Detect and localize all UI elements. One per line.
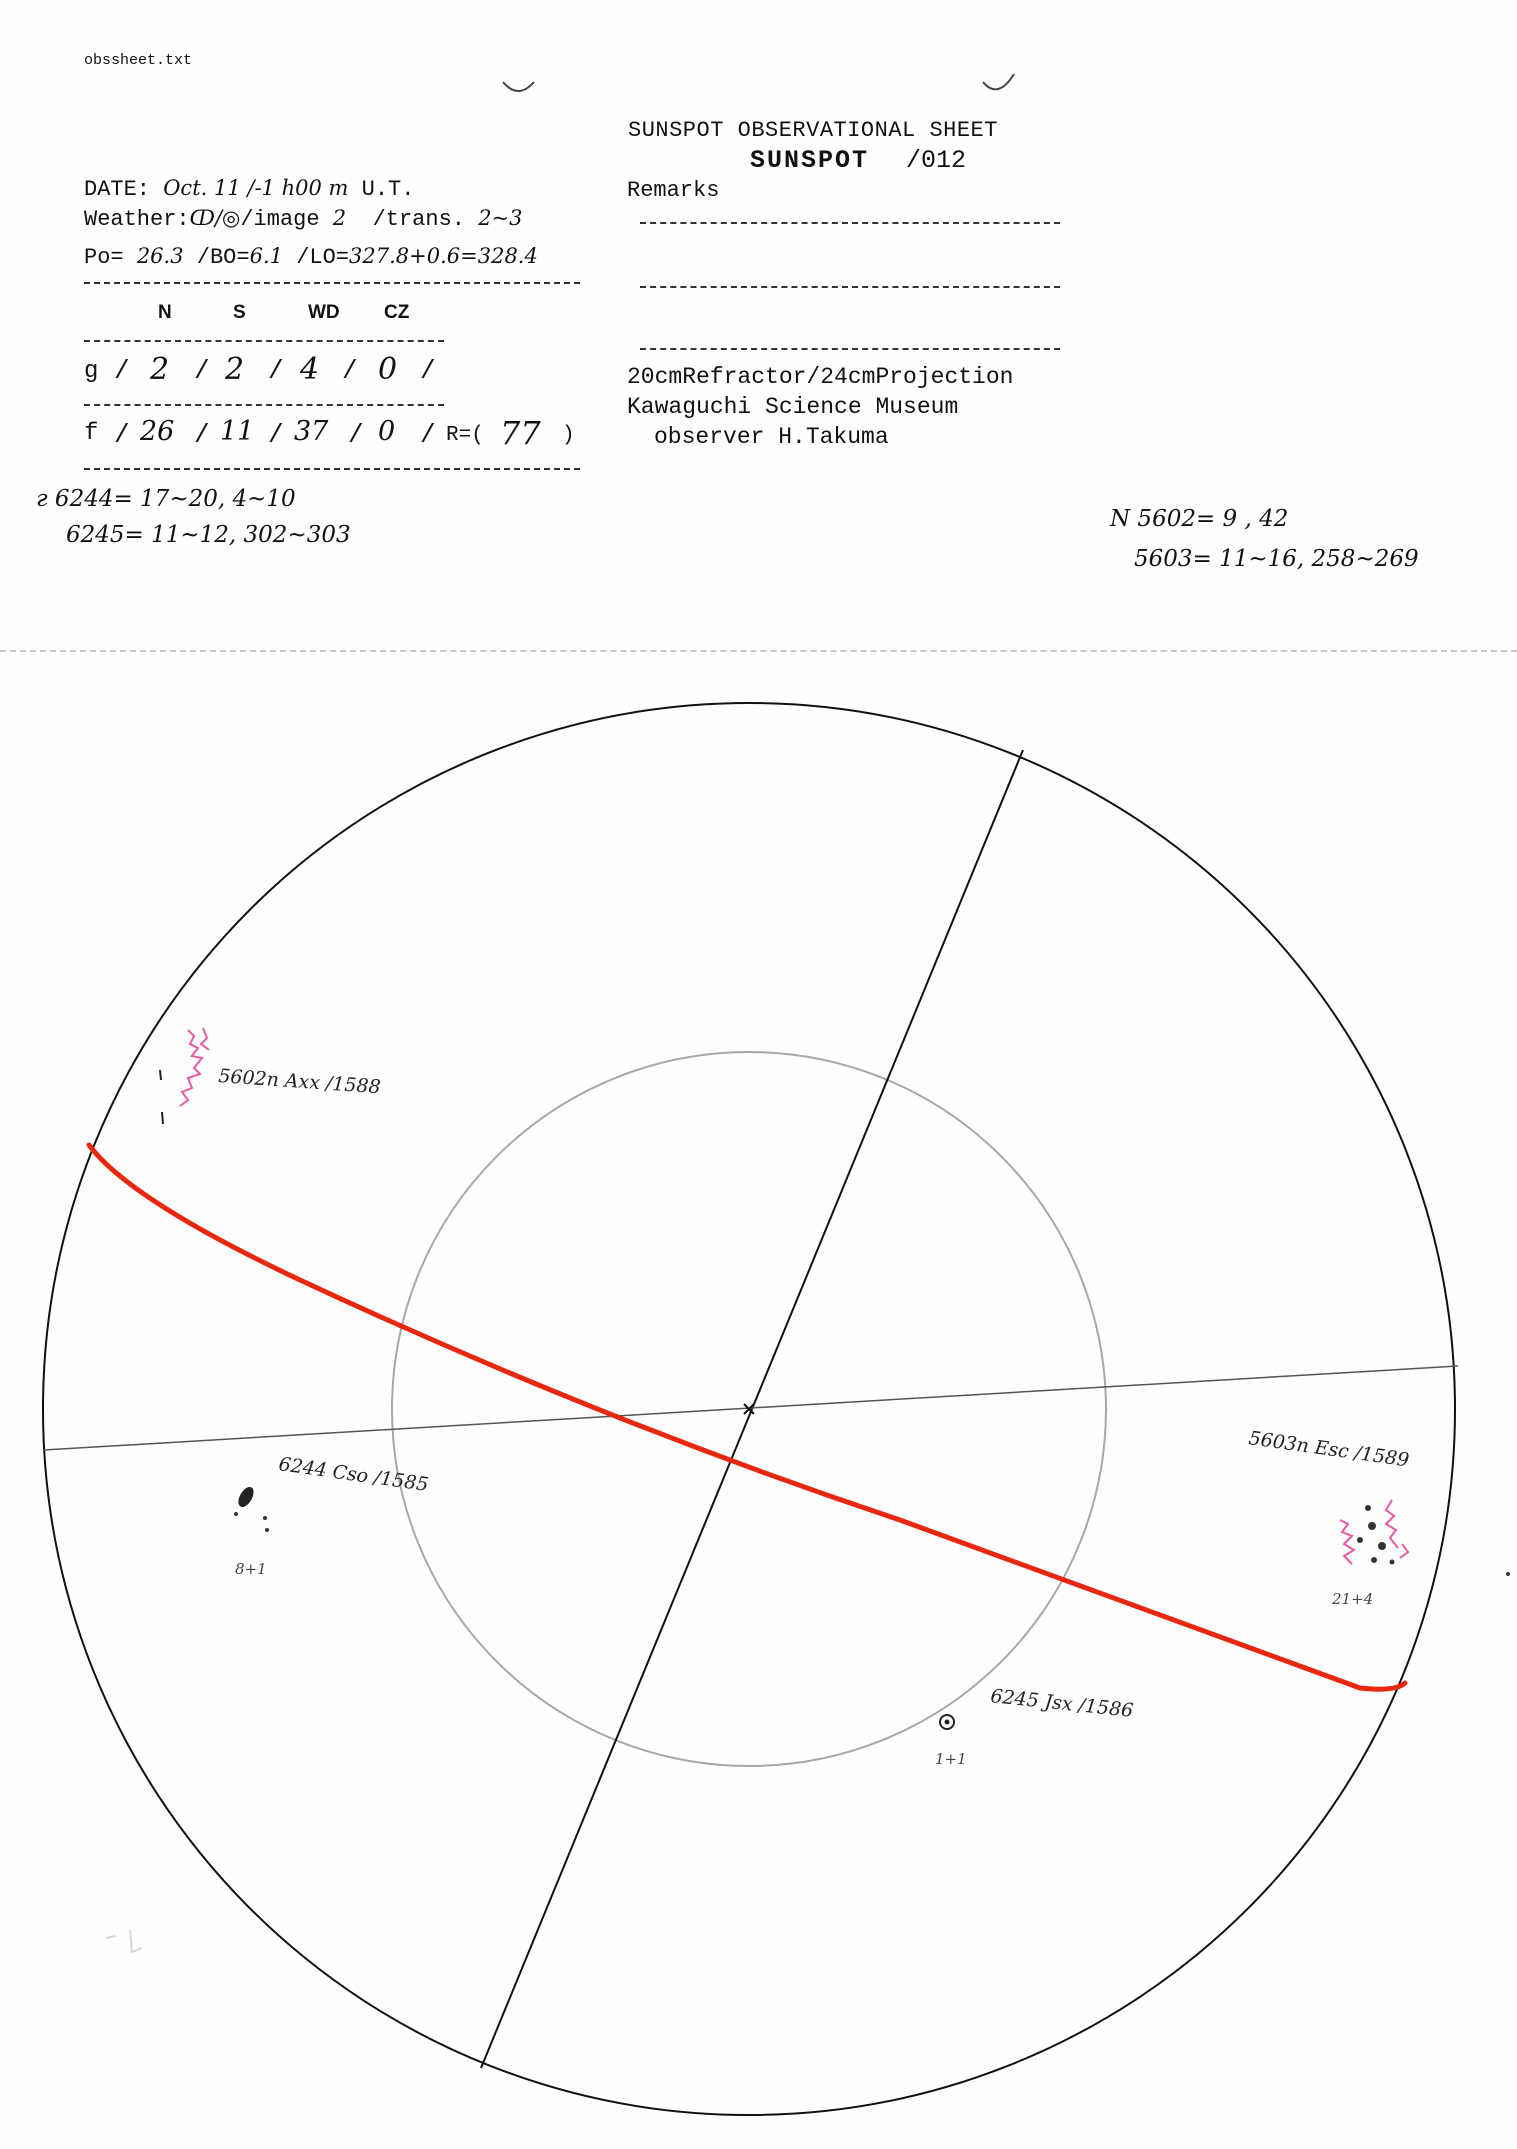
solar-equator	[89, 1145, 1405, 1689]
note-5603: 5603= 11~16, 258~269	[1134, 546, 1419, 572]
sunspot-group-5603	[1371, 1557, 1377, 1563]
header-n: N	[158, 302, 172, 323]
remarks-label: Remarks	[627, 178, 720, 203]
rotation-axis	[481, 750, 1023, 2068]
sunspot-group-5603	[1357, 1537, 1363, 1543]
header-s: S	[233, 302, 246, 323]
weather-value: ↀ/◎	[189, 206, 241, 230]
sheet-title: SUNSPOT OBSERVATIONAL SHEET	[628, 118, 998, 143]
sunspot-group-5602	[201, 1028, 209, 1050]
sunspot-count-5603: 21+4	[1332, 1590, 1374, 1608]
sheet-number: /012	[906, 146, 967, 175]
sunspot-label-6244: 6244 Cso /1585	[277, 1453, 430, 1496]
l0-value: 327.8+0.6=328.4	[349, 244, 538, 268]
f-value-cz: 0	[378, 416, 396, 447]
f-value-s: 11	[220, 416, 255, 447]
file-name: obssheet.txt	[84, 52, 193, 69]
g-value-wd: 4	[300, 352, 320, 387]
slash: /	[268, 420, 284, 450]
b0-value: 6.1	[249, 244, 283, 268]
sunspot-label-5603: 5603n Esc /1589	[1247, 1427, 1411, 1472]
note-6245: 6245= 11~12, 302~303	[66, 522, 351, 548]
sunspot-count-6245: 1+1	[935, 1750, 967, 1768]
note-6244: г 6244= 17~20, 4~10	[36, 486, 296, 512]
slash: /	[268, 356, 284, 386]
equipment-text: 20cmRefractor/24cmProjection	[627, 364, 1014, 390]
edge-mark	[1506, 1572, 1510, 1576]
slash: /	[114, 356, 130, 386]
sunspot-group-6244	[234, 1512, 238, 1516]
g-label: g	[84, 358, 99, 385]
weather-label: Weather:	[84, 207, 190, 232]
binder-mark	[503, 82, 534, 91]
sunspot-group-5603	[1368, 1522, 1376, 1530]
sunspot-group-5602	[180, 1030, 202, 1106]
sunspot-label-5602: 5602n Axx /1588	[217, 1065, 382, 1099]
slash: /	[348, 420, 364, 450]
date-suffix: U.T.	[361, 177, 415, 202]
slash: /	[342, 356, 358, 386]
sunspot-group-5603	[1365, 1505, 1371, 1511]
image-value: 2	[332, 206, 347, 230]
sunspot-group-6244	[263, 1516, 267, 1520]
r-label: R=(	[446, 424, 484, 447]
slash: /	[420, 356, 436, 386]
sunspot-label-6245: 6245 Jsx /1586	[989, 1685, 1135, 1722]
r-value: 77	[500, 414, 541, 452]
binder-mark	[983, 74, 1014, 89]
slash: /	[194, 356, 210, 386]
p0-label: Po=	[84, 245, 124, 270]
note-5602: N 5602= 9 , 42	[1110, 506, 1289, 532]
date-label: DATE:	[84, 177, 151, 202]
sunspot-group-6244	[235, 1484, 256, 1509]
sunspot-stamp: SUNSPOT	[750, 146, 870, 175]
sunspot-group-5603	[1378, 1542, 1386, 1550]
museum-text: Kawaguchi Science Museum	[627, 394, 959, 420]
l0-label: /LO=	[296, 245, 350, 270]
g-value-n: 2	[150, 352, 170, 387]
sunspot-group-5602	[162, 1112, 163, 1124]
date-value: Oct. 11 /-1 h00 m	[163, 176, 349, 200]
slash: /	[420, 420, 436, 450]
header-wd: WD	[308, 302, 340, 323]
f-value-n: 26	[140, 416, 175, 447]
header-cz: CZ	[384, 302, 410, 323]
sunspot-group-5603	[1390, 1560, 1395, 1565]
sunspot-group-6245	[945, 1720, 950, 1725]
sunspot-group-5602	[160, 1070, 161, 1080]
g-value-cz: 0	[378, 352, 398, 387]
observer-text: observer H.Takuma	[654, 424, 889, 450]
f-value-wd: 37	[294, 416, 329, 447]
sunspot-group-5603	[1340, 1500, 1408, 1564]
slash: /	[114, 420, 130, 450]
sunspot-count-6244: 8+1	[235, 1560, 267, 1578]
p0-value: 26.3	[136, 244, 184, 268]
b0-label: /BO=	[196, 245, 250, 270]
f-label: f	[84, 420, 99, 447]
trans-value: 2~3	[478, 206, 523, 230]
r-close: )	[562, 424, 575, 447]
image-label: /image	[240, 207, 320, 232]
trans-label: /trans.	[372, 207, 465, 232]
slash: /	[194, 420, 210, 450]
faint-scribble	[106, 1930, 142, 1952]
sunspot-group-6244	[265, 1528, 269, 1532]
g-value-s: 2	[225, 352, 245, 387]
